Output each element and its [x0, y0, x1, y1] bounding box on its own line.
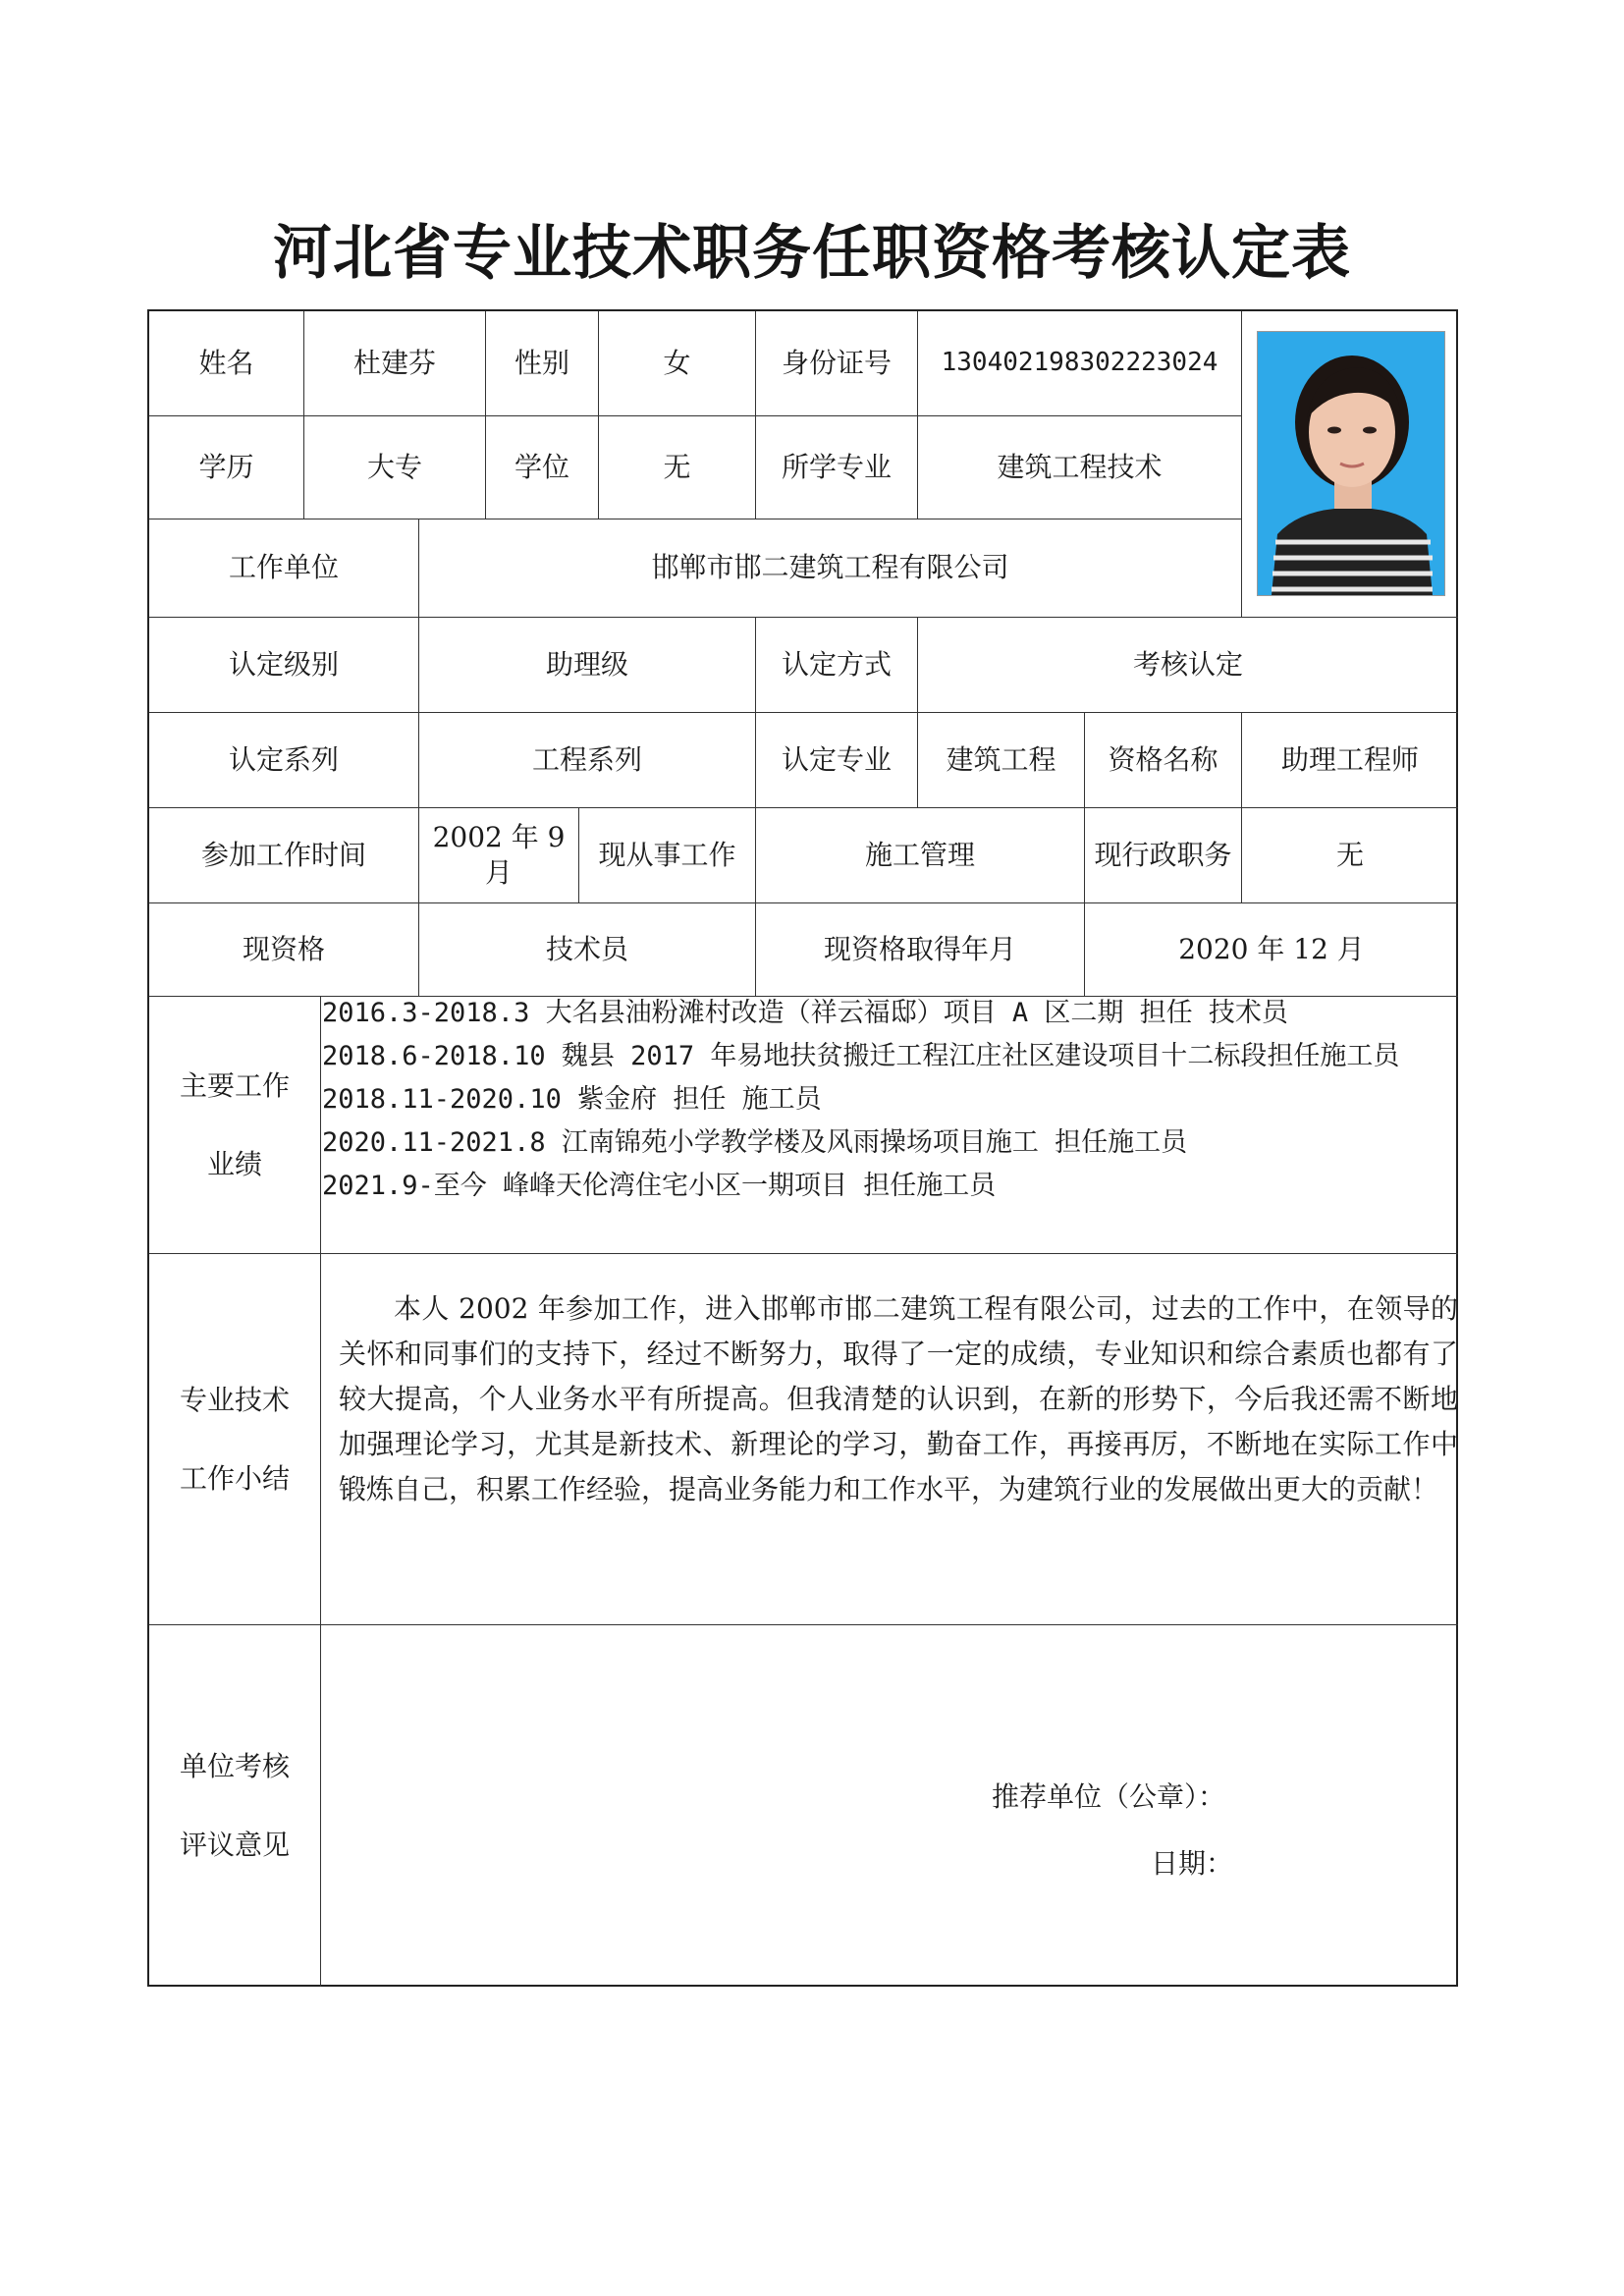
- qualification-name-value: 助理工程师: [1242, 713, 1458, 808]
- form-title: 河北省专业技术职务任职资格考核认定表: [273, 219, 1351, 288]
- id-photo: [1257, 331, 1445, 596]
- performance-list: [322, 992, 1451, 1208]
- summary-label-line1: 专业技术: [179, 1383, 290, 1416]
- employer-label: 工作单位: [149, 519, 419, 618]
- summary-text: 本人 2002 年参加工作，进入邯郸市邯二建筑工程有限公司，过去的工作中，在领导的关怀和同事们的支持下，经过不断努力，取得了一定的成绩，专业知识和综合素质也都有了较大提高，个人业务水平有所提高。但我清楚的认识到，在新的形势下，今后我还需不断地加强理论学习，尤其是新技术、新理论的学习，勤奋工作，再接再厉，不断地在实际工作中锻炼自己，积累工作经验，提高业务能力和工作水平，为建筑行业的发展做出更大的贡献！: [339, 1292, 1458, 1505]
- summary-label-line2: 工作小结: [179, 1461, 290, 1495]
- performance-item: 2020.11-2021.8 江南锦苑小学教学楼及风雨操场项目施工 担任施工员: [322, 1127, 1188, 1158]
- date-label: 日期：: [1151, 1847, 1234, 1880]
- recommender-label: 推荐单位（公章）：: [992, 1780, 1226, 1813]
- name-label: 姓名: [149, 311, 304, 416]
- current-work-label: 现从事工作: [579, 808, 756, 903]
- performance-label: [149, 997, 321, 1254]
- major-value: 建筑工程技术: [918, 416, 1242, 519]
- review-label-line2: 评议意见: [179, 1829, 290, 1861]
- current-qual-date-value: 2020 年 12 月: [1085, 903, 1458, 997]
- degree-label: 学位: [486, 416, 599, 519]
- performance-item: 2018.11-2020.10 紫金府 担任 施工员: [322, 1084, 822, 1115]
- admin-post-value: 无: [1242, 808, 1458, 903]
- cert-specialty-value: 建筑工程: [918, 713, 1085, 808]
- performance-item: 2021.9-至今 峰峰天伦湾住宅小区一期项目 担任施工员: [322, 1171, 997, 1201]
- cert-series-value: 工程系列: [419, 713, 756, 808]
- review-label: [149, 1625, 321, 1987]
- cert-level-value: 助理级: [419, 618, 756, 713]
- education-label: 学历: [149, 416, 304, 519]
- work-start-label: 参加工作时间: [149, 808, 419, 903]
- performance-label-line1: 主要工作: [179, 1068, 290, 1102]
- current-qual-value: 技术员: [419, 903, 756, 997]
- degree-value: 无: [599, 416, 756, 519]
- name-value: 杜建芬: [304, 311, 486, 416]
- id-number-label: 身份证号: [756, 311, 918, 416]
- admin-post-label: 现行政职务: [1085, 808, 1242, 903]
- cert-series-label: 认定系列: [149, 713, 419, 808]
- cert-specialty-label: 认定专业: [756, 713, 918, 808]
- employer-value: 邯郸市邯二建筑工程有限公司: [419, 519, 1242, 618]
- performance-item: 2018.6-2018.10 魏县 2017 年易地扶贫搬迁工程江庄社区建设项目十二标段担任施工员: [322, 1041, 1400, 1071]
- review-label-line1: 单位考核: [179, 1750, 290, 1782]
- major-label: 所学专业: [756, 416, 918, 519]
- id-number-value: 130402198302223024: [918, 311, 1242, 416]
- gender-label: 性别: [486, 311, 599, 416]
- performance-item: 2016.3-2018.3 大名县油粉滩村改造（祥云福邸）项目 A 区二期 担任 技术员: [322, 998, 1288, 1028]
- current-qual-date-label: 现资格取得年月: [756, 903, 1085, 997]
- performance-label-line2: 业绩: [206, 1147, 262, 1180]
- qualification-name-label: 资格名称: [1085, 713, 1242, 808]
- id-photo-portrait-icon: [1258, 332, 1444, 595]
- education-value: 大专: [304, 416, 486, 519]
- cert-method-label: 认定方式: [756, 618, 918, 713]
- cert-method-value: 考核认定: [918, 618, 1458, 713]
- current-work-value: 施工管理: [756, 808, 1085, 903]
- summary-label: [149, 1254, 321, 1625]
- cert-level-label: 认定级别: [149, 618, 419, 713]
- review-content-cell: [321, 1625, 1458, 1987]
- work-start-value: 2002 年 9 月: [419, 808, 579, 903]
- current-qual-label: 现资格: [149, 903, 419, 997]
- gender-value: 女: [599, 311, 756, 416]
